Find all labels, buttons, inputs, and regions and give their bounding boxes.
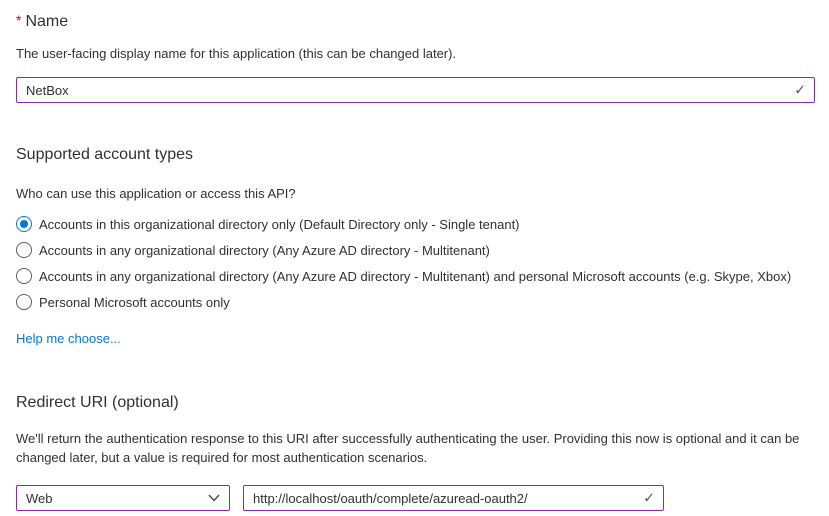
radio-option-label: Accounts in any organizational directory (Any Azure AD directory - Multitenant) and personal Microsoft accounts (e.g. Skype, Xbox) bbox=[39, 268, 792, 284]
radio-option-label: Personal Microsoft accounts only bbox=[39, 294, 230, 310]
redirect-uri-input[interactable] bbox=[243, 485, 664, 511]
name-input-wrap bbox=[16, 77, 815, 103]
redirect-uri-row bbox=[16, 485, 815, 511]
platform-select-value: Web bbox=[26, 490, 53, 506]
account-types-question: Who can use this application or access this API? bbox=[16, 186, 296, 201]
radio-button-icon bbox=[16, 268, 32, 284]
account-types-radio-group bbox=[16, 211, 815, 315]
name-label: Name bbox=[25, 13, 69, 30]
required-asterisk: * bbox=[16, 12, 22, 28]
radio-option-personal-only[interactable] bbox=[16, 289, 815, 315]
valid-check-icon: ✓ bbox=[794, 81, 806, 98]
uri-input-wrap bbox=[243, 485, 664, 511]
redirect-uri-heading: Redirect URI (optional) bbox=[16, 394, 179, 411]
name-input[interactable] bbox=[16, 77, 815, 103]
name-section-heading bbox=[16, 10, 815, 32]
radio-button-icon bbox=[16, 242, 32, 258]
name-description: The user-facing display name for this application (this can be changed later). bbox=[16, 46, 457, 61]
radio-button-icon bbox=[16, 216, 32, 232]
radio-option-single-tenant[interactable] bbox=[16, 211, 815, 237]
radio-option-multitenant[interactable] bbox=[16, 237, 815, 263]
account-types-heading: Supported account types bbox=[16, 146, 194, 163]
radio-option-multitenant-personal[interactable] bbox=[16, 263, 815, 289]
radio-option-label: Accounts in any organizational directory (Any Azure AD directory - Multitenant) bbox=[39, 242, 490, 258]
redirect-uri-description: We'll return the authentication response to this URI after successfully authenticating the user. Providing this now is optional and it can be changed later, but a value is required for most authentication scenarios. bbox=[16, 431, 800, 465]
valid-check-icon: ✓ bbox=[643, 489, 655, 506]
radio-option-label: Accounts in this organizational directory only (Default Directory only - Single tenant) bbox=[39, 216, 520, 232]
chevron-down-icon bbox=[208, 494, 220, 502]
help-me-choose-link[interactable]: Help me choose... bbox=[16, 331, 121, 346]
radio-button-icon bbox=[16, 294, 32, 310]
platform-select[interactable] bbox=[16, 485, 230, 511]
